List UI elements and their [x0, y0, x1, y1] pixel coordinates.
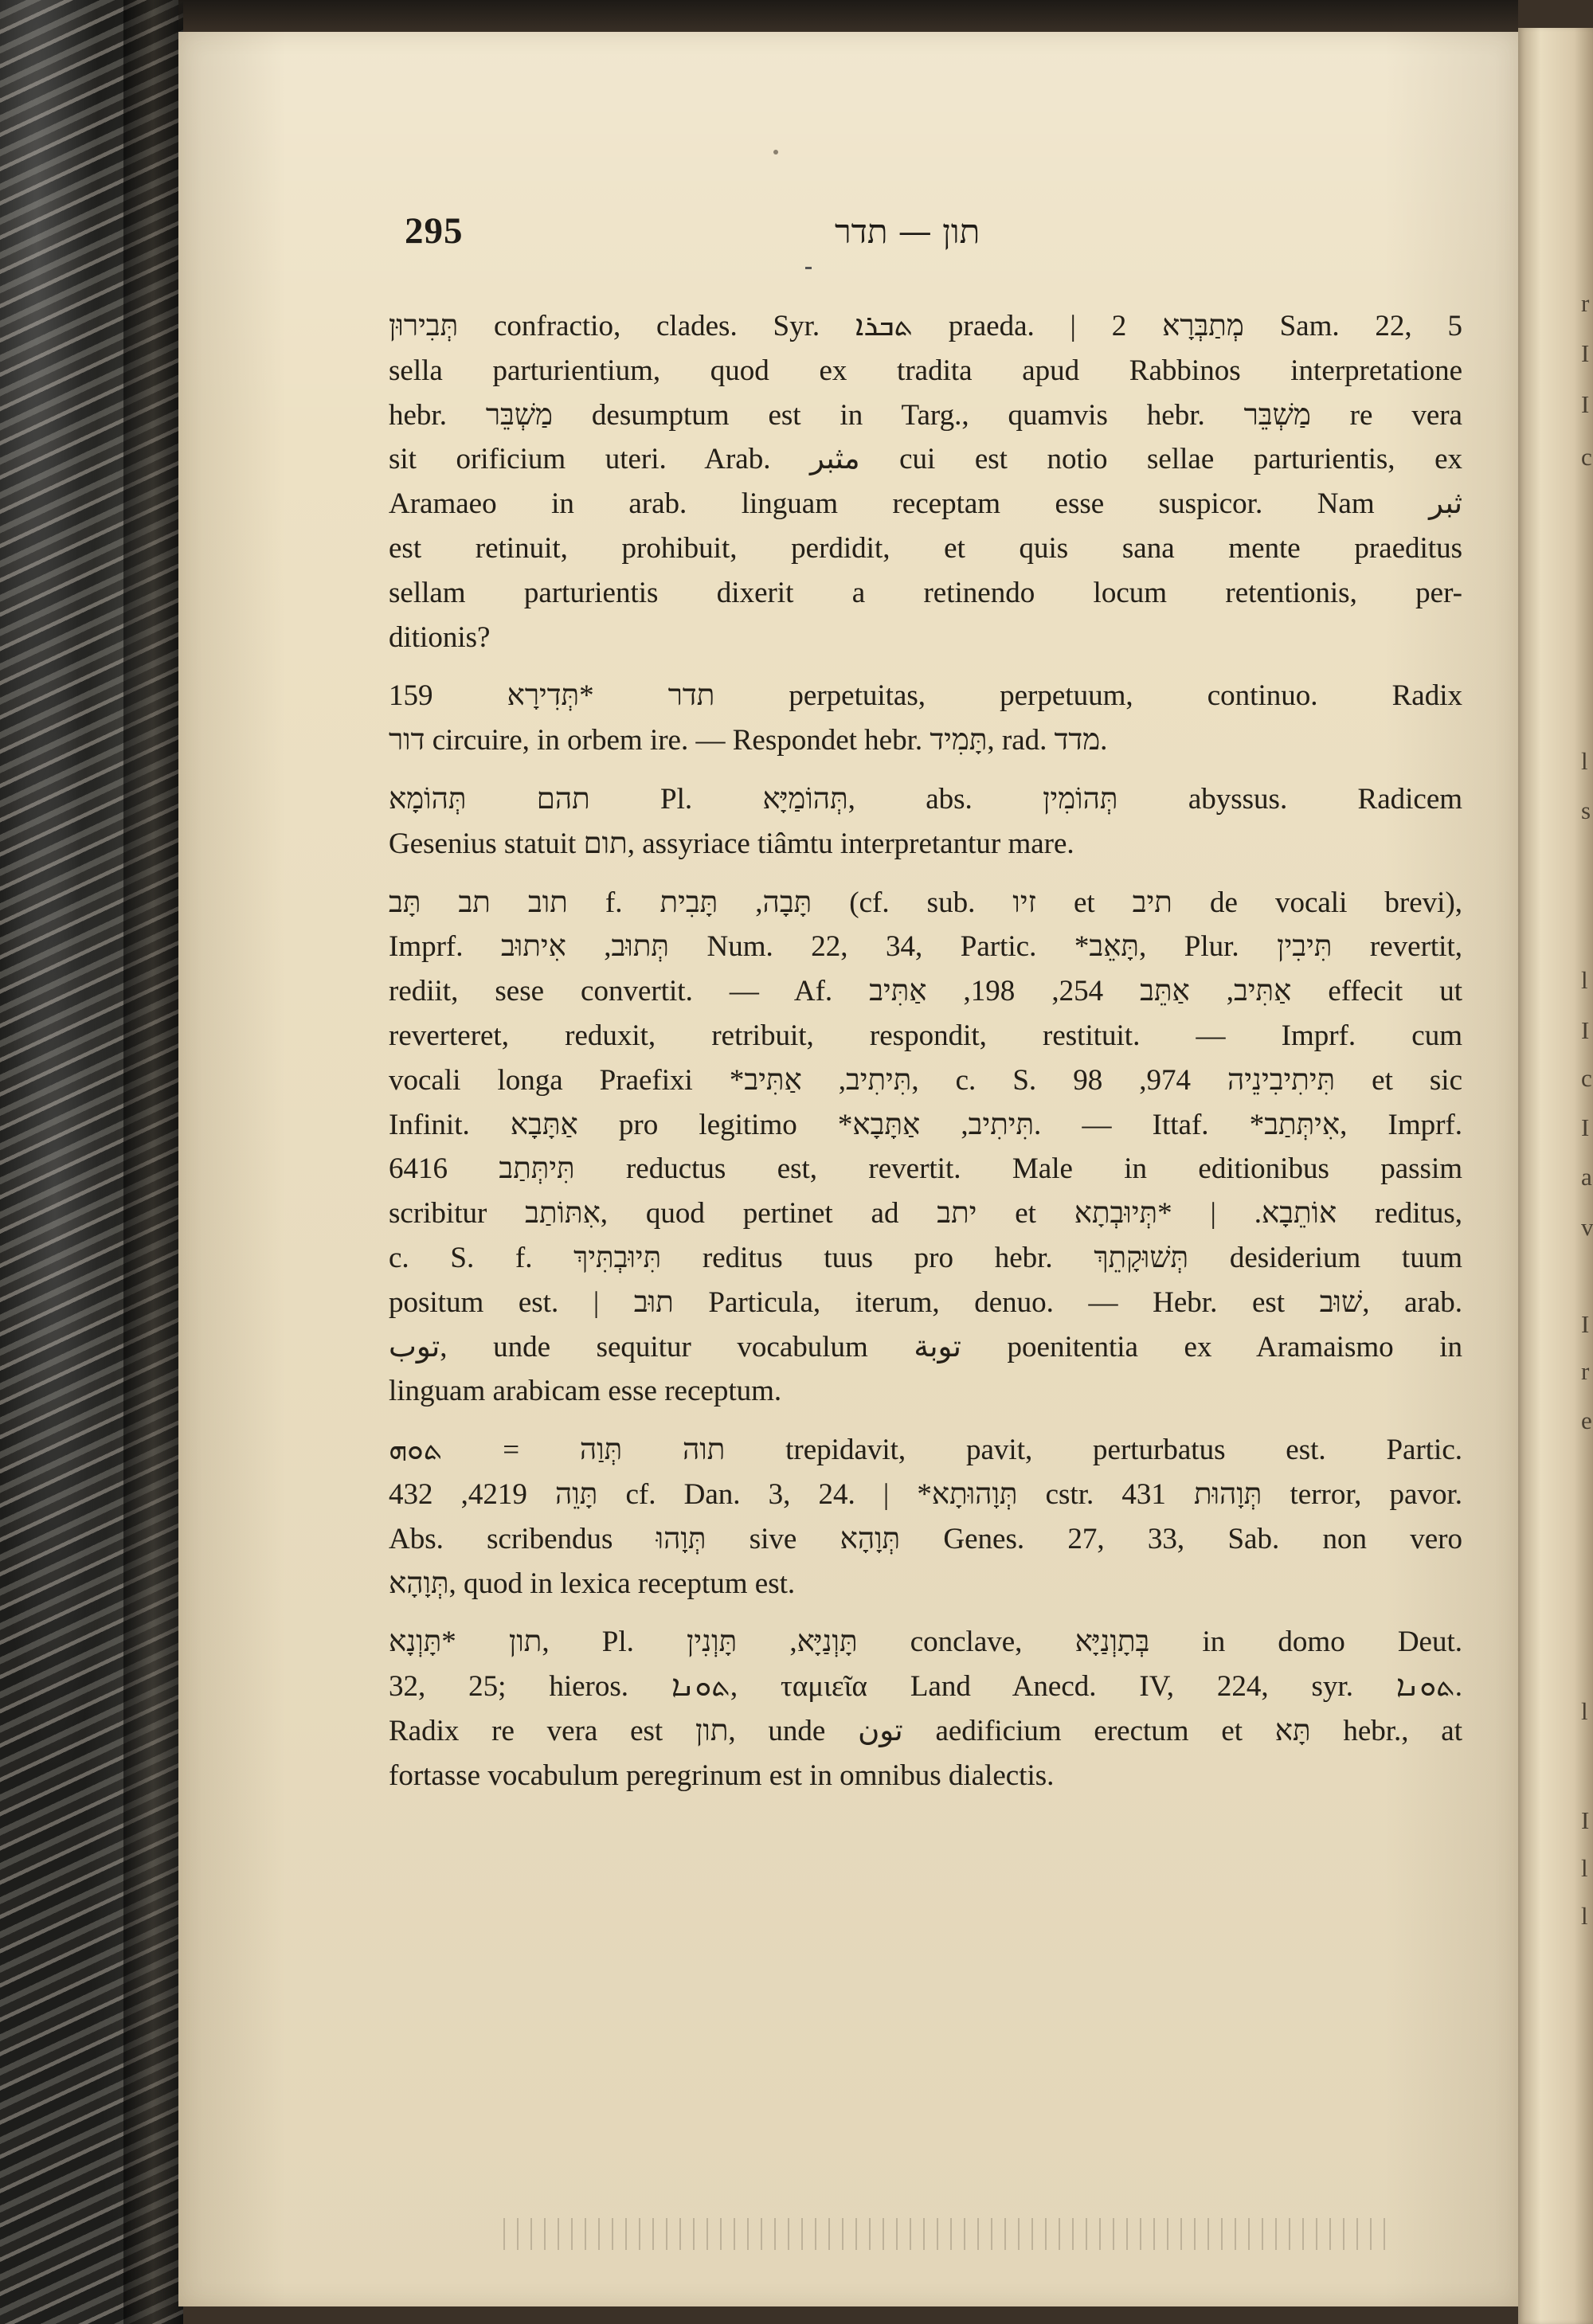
adjacent-page-fragment: r [1581, 1357, 1590, 1385]
adjacent-page-fragment: I [1581, 1310, 1590, 1338]
entry-line: תוה תְּוַה = ܬܘܗ trepidavit, pavit, perturbatus est. Partic. [389, 1434, 1462, 1467]
text-line: reverteret, reduxit, retribuit, respondit, restituit. — Imprf. cum [389, 1019, 1462, 1052]
adjacent-page-fragment: l [1581, 966, 1588, 994]
text-line: sella parturientium, quod ex tradita apud Rabbinos interpretatione [389, 354, 1462, 387]
adjacent-page-fragment: c [1581, 1064, 1592, 1092]
text-line: c. S. f. תִּיוּבְתִּיךְ reditus tuus pro hebr. תְּשׁוּקָתֵךְ desiderium tuum [389, 1241, 1462, 1274]
running-head: תון — תדר [835, 212, 980, 251]
adjacent-page-fragment: l [1581, 1697, 1588, 1725]
text-line: Aramaeo in arab. linguam receptam esse suspicor. Nam ثبر [389, 487, 1462, 521]
printed-ornament-dot [773, 150, 778, 155]
adjacent-page-fragment: I [1581, 390, 1590, 418]
text-line: דור circuire, in orbem ire. — Respondet hebr. תָּמִיד, rad. מדד. [389, 724, 1108, 757]
entry-line: תהם תְּהוֹמָא Pl. תְּהוֹמַיָּא, abs. תְּהוֹמִין abyssus. Radicem [389, 782, 1462, 816]
adjacent-page-fragments [1581, 0, 1593, 2324]
text-line: scribitur אִתּוֹתַב, quod pertinet ad יתב et אוֹתֵבָא. | *תְּיוּבְתָא reditus, [389, 1197, 1462, 1230]
text-line: hebr. מַשְׁבֵּר desumptum est in Targ., quamvis hebr. מַשְׁבֵּר re vera [389, 398, 1462, 432]
adjacent-page-fragment: e [1581, 1407, 1592, 1434]
entry-gap [389, 1606, 1462, 1620]
entry-gap [389, 867, 1462, 881]
adjacent-page-fragment: s [1581, 796, 1591, 824]
lexicon-text-body [389, 304, 1462, 1798]
adjacent-page-fragment: l [1581, 747, 1588, 775]
entry-gap [389, 1414, 1462, 1428]
page-number: 295 [405, 210, 464, 252]
entry-line: תדר *תְּדִירָא 159 perpetuitas, perpetuum, continuo. Radix [389, 679, 1462, 713]
top-scan-shadow [178, 0, 1518, 36]
text-line: linguam arabicam esse receptum. [389, 1375, 782, 1408]
text-line: Abs. scribendus תְּוָהוּ sive תְּוָהָא Genes. 27, 33, Sab. non vero [389, 1522, 1462, 1555]
text-line: 32, 25; hieros. ܬܘܢܐ, ταμιεῖα Land Anecd. IV, 224, syr. ܬܘܢܐ. [389, 1670, 1462, 1704]
book-binding-shadow [123, 0, 183, 2324]
entry-line: תוב תב תָּב f. תָּבָה, תָּבִית (cf. sub. זיו et תיב de vocali brevi), [389, 886, 1462, 919]
text-line: ditionis? [389, 620, 491, 654]
text-line: rediit, sese convertit. — Af. אַתִּיב, אַתֵּב 254, 198, אַתִּיב effecit ut [389, 975, 1462, 1008]
entry-line: תון *תָּוְנָא, Pl. תָּוְנַיָּא, תָּוְנִין conclave, בְּתָוְנַיָּא in domo Deut. [389, 1626, 1462, 1659]
text-line: vocali longa Praefixi *תִּיתִיב, אַתִּיב, c. S. תִּיתִיבִינֵיה 974, 98 et sic [389, 1063, 1462, 1097]
text-line: Imprf. תְּתוּב, אִיתוּב Num. 22, 34, Partic. *תָּאֵב, Plur. תִּיבִין revertit, [389, 930, 1462, 964]
adjacent-page-fragment: I [1581, 339, 1590, 367]
text-line: תְּבִירוּן confractio, clades. Syr. ܬܒܪܐ praeda. | מְתַבְּרָא 2 Sam. 22, 5 [389, 310, 1462, 342]
text-line: Infinit. אַתָּבָא pro legitimo *תִּיתִיב, אַתָּבָא. — Ittaf. *אִיתְּתַב, Imprf. [389, 1108, 1462, 1141]
text-line: תִּיתְּתַב 6416 reductus est, revertit. Male in editionibus passim [389, 1152, 1462, 1186]
adjacent-page-fragment: I [1581, 1113, 1590, 1141]
adjacent-page-fragment: I [1581, 1806, 1590, 1834]
text-line: תָּוֵה 4219, 432 cf. Dan. 3, 24. | *תְּוָהוּתָא cstr. תְּוָהוּת 431 terror, pavor. [389, 1477, 1462, 1511]
adjacent-page-fragment: c [1581, 443, 1592, 471]
text-line: תְּוָהָא, quod in lexica receptum est. [389, 1567, 796, 1600]
text-line: sit orificium uteri. Arab. مثبر cui est notio sellae parturientis, ex [389, 443, 1462, 476]
text-line: est retinuit, prohibuit, perdidit, et quis sana mente praeditus [389, 531, 1462, 565]
entry-gap [389, 763, 1462, 777]
bottom-edge-print-marks [503, 2218, 1395, 2250]
adjacent-page-fragment: l [1581, 1902, 1588, 1930]
text-line: positum est. | תוּב Particula, iterum, denuo. — Hebr. est שׁוּב, arab. [389, 1285, 1462, 1319]
adjacent-page-fragment: I [1581, 1016, 1590, 1044]
text-line: fortasse vocabulum peregrinum est in omnibus dialectis. [389, 1759, 1055, 1792]
adjacent-page-fragment: r [1581, 289, 1590, 317]
adjacent-page-fragment: l [1581, 1854, 1588, 1882]
entry-gap [389, 659, 1462, 674]
page-header [405, 209, 1424, 257]
adjacent-page-fragment: v [1581, 1213, 1593, 1241]
text-line: Radix re vera est תון, unde تون aedificium erectum et תָּא hebr., at [389, 1714, 1462, 1747]
adjacent-page-fragment: a [1581, 1163, 1592, 1191]
text-line: توب, unde sequitur vocabulum توبة poenitentia ex Aramaismo in [389, 1330, 1462, 1363]
header-rule-mark [805, 267, 812, 269]
text-line: sellam parturientis dixerit a retinendo locum retentionis, per- [389, 576, 1462, 609]
text-line: Gesenius statuit תום, assyriace tiâmtu interpretantur mare. [389, 827, 1074, 860]
